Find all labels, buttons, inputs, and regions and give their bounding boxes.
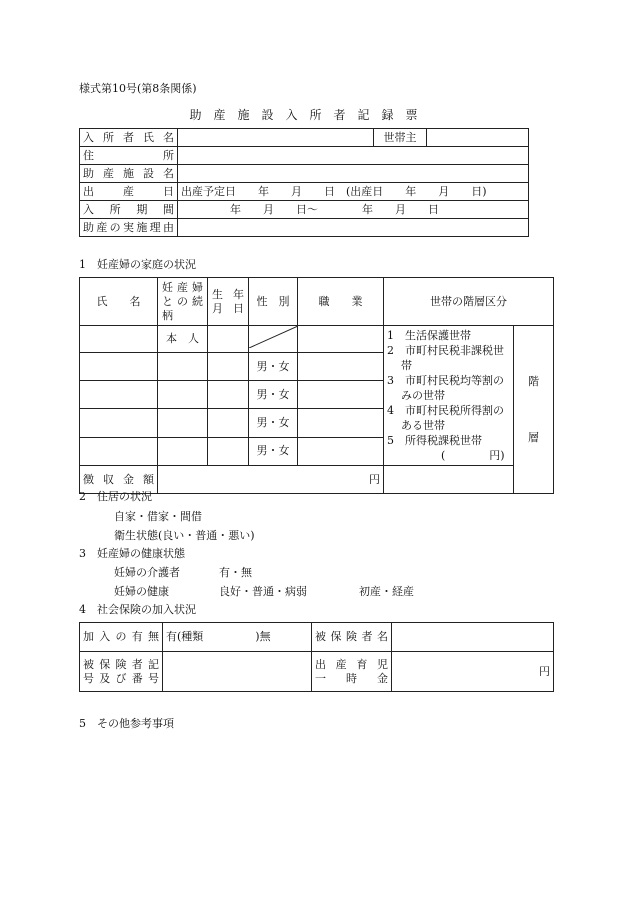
insured-symbol-label: 被保険者記 号及び番号 (80, 652, 163, 692)
address-field[interactable] (178, 147, 529, 165)
class-item: 1 生活保護世帯 (387, 329, 471, 342)
section3-heading: 3 妊産婦の健康状態 (79, 547, 185, 560)
section2-heading: 2 住居の状況 (79, 490, 152, 503)
class-side-cell (514, 326, 554, 494)
facility-label: 助産施設名 (80, 165, 178, 183)
family-job-cell[interactable] (298, 353, 384, 381)
collection-field[interactable]: 円 (158, 466, 384, 494)
family-relation-cell[interactable] (158, 409, 208, 437)
class-side-2: 層 (528, 430, 539, 444)
insured-name-field[interactable] (392, 623, 554, 652)
hygiene-status: 衛生状態(良い・普通・悪い) (114, 529, 255, 542)
parity-value: 初産・経産 (359, 585, 414, 598)
family-relation-cell[interactable] (158, 437, 208, 465)
sex-cell-slashed (249, 326, 298, 353)
name-label: 入所者氏名 (80, 129, 178, 147)
enroll-field[interactable] (163, 623, 312, 652)
family-name-cell[interactable] (80, 353, 158, 381)
family-name-cell[interactable] (80, 326, 158, 353)
class-item: 5 所得税課税世帯 (387, 434, 482, 447)
section4-heading: 4 社会保険の加入状況 (79, 603, 196, 616)
family-relation-cell[interactable] (158, 381, 208, 409)
family-job-cell[interactable] (298, 326, 384, 353)
sex-option[interactable]: 男・女 (249, 409, 298, 437)
sex-option[interactable]: 男・女 (249, 381, 298, 409)
diagonal-slash (249, 326, 298, 348)
sex-option[interactable]: 男・女 (249, 353, 298, 381)
page-title: 助 産 施 設 入 所 者 記 録 票 (189, 108, 418, 122)
family-table (79, 277, 554, 494)
family-birth-cell[interactable] (208, 381, 249, 409)
reason-label: 助産の実施理由 (80, 219, 178, 237)
main-info-table (79, 128, 529, 237)
family-birth-cell[interactable] (208, 326, 249, 353)
period-field[interactable]: 年 月 日～ 年 月 日 (178, 201, 529, 219)
col-class: 世帯の階層区分 (384, 278, 554, 326)
enroll-value-no: )無 (255, 630, 271, 643)
caregiver-label: 妊婦の介護者 (114, 566, 180, 579)
col-sex: 性 別 (249, 278, 298, 326)
collection-label: 徴収金額 (80, 466, 158, 494)
family-job-cell[interactable] (298, 409, 384, 437)
insured-symbol-field[interactable] (163, 652, 312, 692)
col-relation: 妊産婦との続柄 (158, 278, 208, 326)
lump-sum-label: 出産育児 一時金 (312, 652, 392, 692)
col-birth: 生年月日 (208, 278, 249, 326)
family-relation-cell[interactable] (158, 353, 208, 381)
housing-type: 自家・借家・間借 (114, 510, 202, 523)
lump-sum-field[interactable]: 円 (392, 652, 554, 692)
col-job: 職 業 (298, 278, 384, 326)
birth-date-field[interactable]: 出産予定日 年 月 日 (出産日 年 月 日) (178, 183, 529, 201)
caregiver-value: 有・無 (219, 566, 252, 579)
family-name-cell[interactable] (80, 437, 158, 465)
class-item: 3 市町村民税均等割のみの世帯 (387, 374, 504, 402)
class-item: 4 市町村民税所得割のある世帯 (387, 404, 504, 432)
section1-heading: 1 妊産婦の家庭の状況 (79, 258, 196, 271)
sex-option[interactable]: 男・女 (249, 437, 298, 465)
health-label: 妊婦の健康 (114, 585, 169, 598)
family-job-cell[interactable] (298, 437, 384, 465)
enroll-value-yes: 有(種類 (166, 630, 204, 643)
class-side-1: 階 (528, 374, 539, 388)
family-birth-cell[interactable] (208, 353, 249, 381)
birth-date-label: 出産日 (80, 183, 178, 201)
family-name-cell[interactable] (80, 409, 158, 437)
address-label: 住所 (80, 147, 178, 165)
period-label: 入所期間 (80, 201, 178, 219)
name-field[interactable] (178, 129, 374, 147)
family-birth-cell[interactable] (208, 437, 249, 465)
family-birth-cell[interactable] (208, 409, 249, 437)
insured-name-label: 被保険者名 (312, 623, 392, 652)
health-value: 良好・普通・病弱 (219, 585, 307, 598)
class-bottom-cell (384, 466, 514, 494)
family-name-cell[interactable] (80, 381, 158, 409)
household-head-field[interactable] (427, 129, 529, 147)
facility-field[interactable] (178, 165, 529, 183)
form-number: 様式第10号(第8条関係) (79, 82, 197, 95)
family-job-cell[interactable] (298, 381, 384, 409)
self-label: 本 人 (158, 326, 208, 353)
col-name: 氏 名 (80, 278, 158, 326)
enroll-label: 加入の有無 (80, 623, 163, 652)
insurance-table (79, 622, 554, 692)
class-list (384, 326, 514, 466)
class-item: 2 市町村民税非課税世帯 (387, 344, 504, 372)
class-amount: ( 円) (441, 449, 505, 462)
section5-heading: 5 その他参考事項 (79, 717, 174, 730)
reason-field[interactable] (178, 219, 529, 237)
household-head-label: 世帯主 (374, 129, 427, 147)
